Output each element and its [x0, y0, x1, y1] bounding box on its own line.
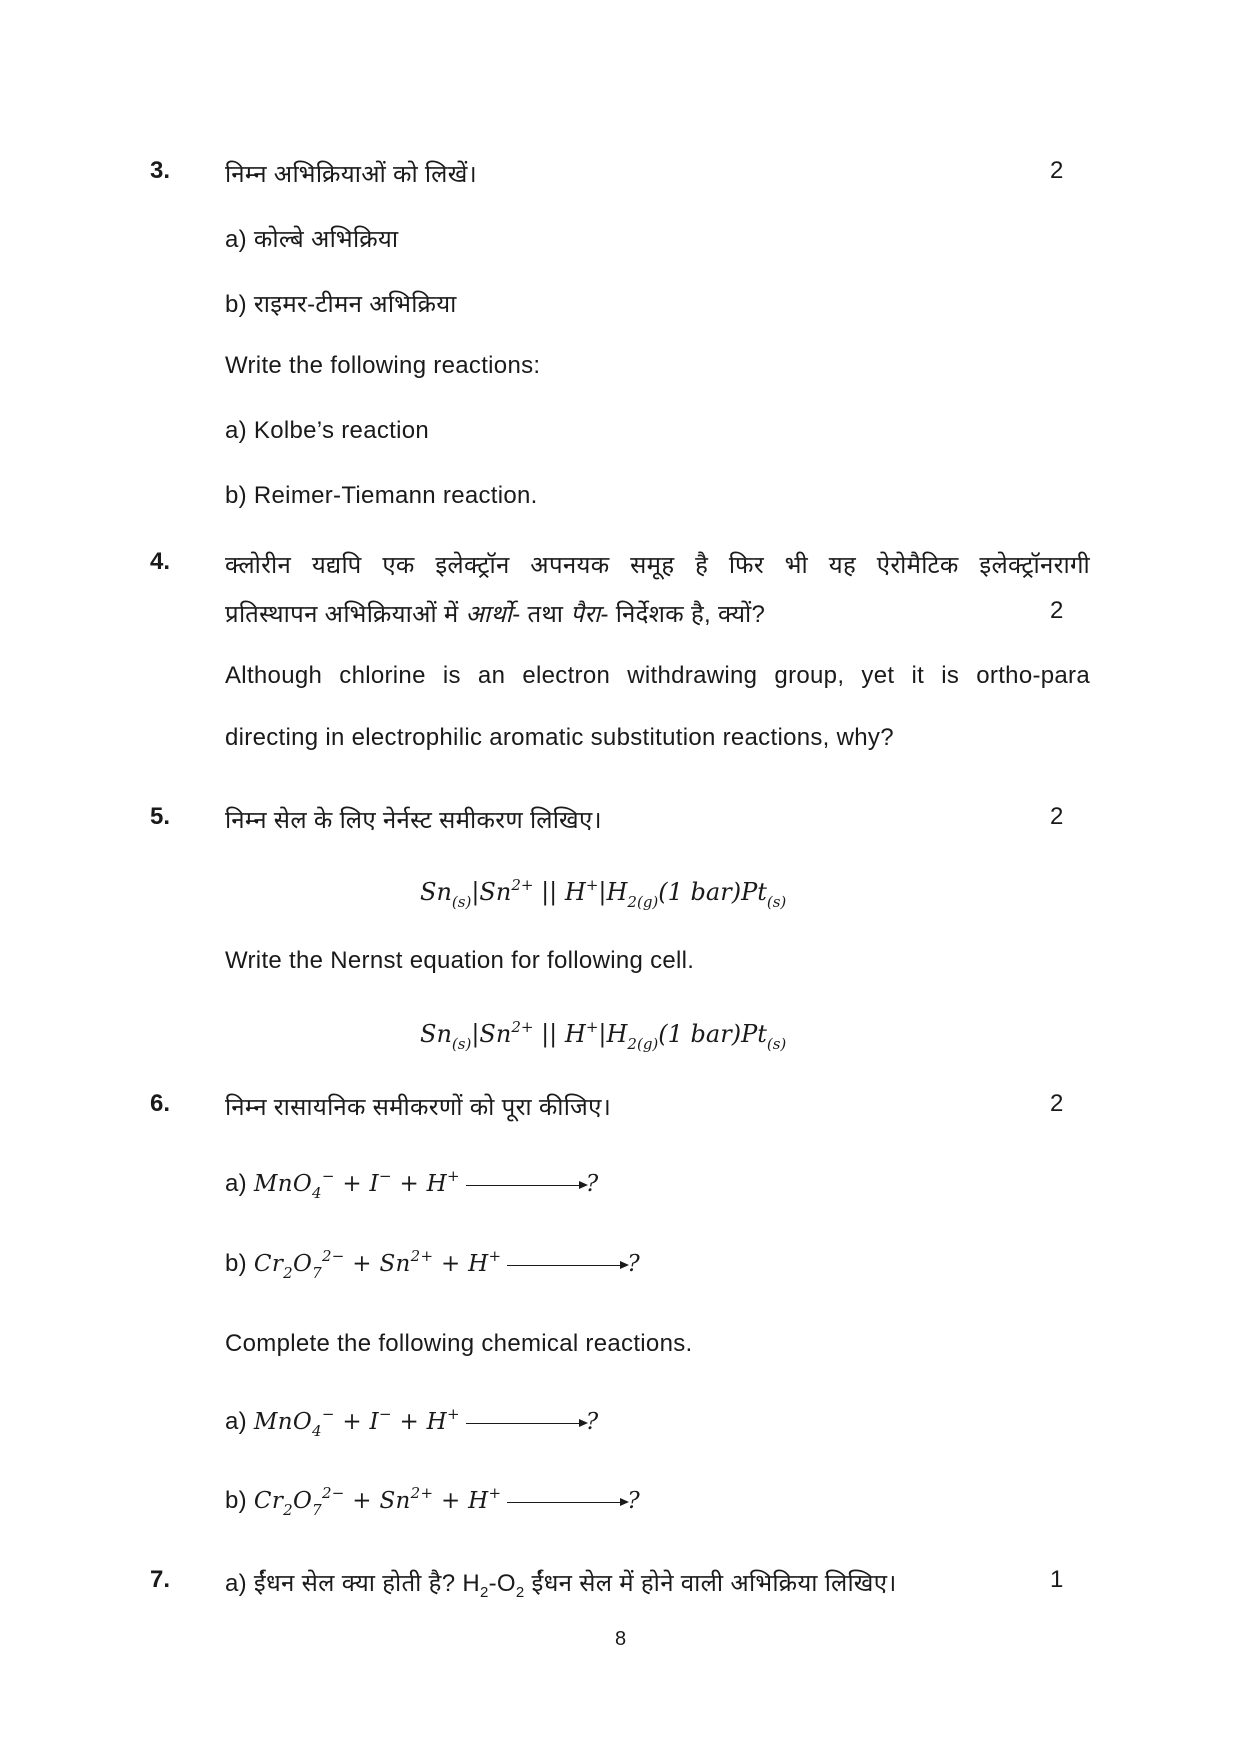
reaction-b-2 [225, 1484, 641, 1519]
product-unknown: ? [627, 1488, 641, 1514]
cell-sub-s2: (s) [766, 1035, 787, 1053]
reaction-arrow-icon [466, 1423, 586, 1424]
cell-sn: Sn [420, 878, 452, 906]
sup-2minus: 2− [321, 1247, 345, 1265]
page-number: 8 [614, 1628, 627, 1650]
cell-sub-s: (s) [451, 893, 472, 911]
sup-plus: + [488, 1484, 502, 1502]
sub-7: 7 [312, 1264, 322, 1282]
cell-pressure: (1 bar) [658, 1020, 742, 1048]
cr-symbol: Cr [253, 1488, 284, 1514]
question-7-text-pre: a) ईंधन सेल क्या होती है? H [225, 1570, 480, 1597]
tin-ion-term: + Sn [344, 1251, 411, 1277]
sub-4: 4 [312, 1422, 322, 1440]
question-3-hindi-b: b) राइमर-टीमन अभिक्रिया [225, 291, 457, 318]
cell-pressure: (1 bar) [658, 878, 742, 906]
question-3-marks: 2 [1050, 157, 1064, 184]
question-4-hindi-line1: क्लोरीन यद्यपि एक इलेक्ट्रॉन अपनयक समूह है फिर भी यह ऐरोमैटिक इलेक्ट्रॉनरागी [225, 552, 1090, 579]
question-7-oxygen: -O [488, 1570, 516, 1597]
question-6-hindi-prompt: निम्न रासायनिक समीकरणों को पूरा कीजिए। [225, 1094, 612, 1121]
question-4-english-line1: Although chlorine is an electron withdrawing group, yet it is ortho-para [225, 662, 1090, 689]
question-5-hindi-prompt: निम्न सेल के लिए नेर्नस्ट समीकरण लिखिए। [225, 807, 602, 834]
cell-sup-2plus: 2+ [511, 876, 534, 894]
question-4-english-line2: directing in electrophilic aromatic substitution reactions, why? [225, 724, 894, 751]
reaction-arrow-icon [507, 1265, 627, 1266]
cell-sub-s: (s) [451, 1035, 472, 1053]
sup-2plus: 2+ [410, 1484, 434, 1502]
o-symbol: O [292, 1488, 313, 1514]
sup-minus: − [321, 1167, 335, 1185]
question-3-english-prompt: Write the following reactions: [225, 352, 541, 379]
cell-notation-1 [420, 876, 787, 911]
hydrogen-ion-term: + H [391, 1171, 447, 1197]
question-5-english-prompt: Write the Nernst equation for following cell. [225, 947, 695, 974]
cell-sep: | [471, 878, 480, 906]
tin-ion-term: + Sn [344, 1488, 411, 1514]
cell-double-bar: || [533, 878, 565, 906]
reaction-a-label: a) [225, 1408, 247, 1435]
reaction-b-equation [253, 1247, 641, 1282]
para-term: पैरा [570, 601, 601, 628]
sub-2: 2 [283, 1501, 293, 1519]
cell-notation-2 [420, 1018, 787, 1053]
sup-minus: − [378, 1405, 392, 1423]
ortho-term: आर्थो [465, 601, 513, 628]
iodide-term: + I [334, 1171, 379, 1197]
o-symbol: O [292, 1251, 313, 1277]
cell-sup-plus: + [585, 876, 599, 894]
cell-sn2: Sn [479, 1020, 512, 1048]
sup-plus: + [446, 1167, 460, 1185]
cell-sn: Sn [420, 1020, 452, 1048]
question-4-hindi-line2-mid: - तथा [512, 601, 571, 628]
cell-sup-2plus: 2+ [511, 1018, 534, 1036]
question-7-marks: 1 [1050, 1566, 1064, 1593]
sub-7: 7 [312, 1501, 322, 1519]
question-7-text [225, 1566, 897, 1601]
reaction-a-2 [225, 1405, 599, 1440]
sup-minus: − [321, 1405, 335, 1423]
reaction-a-equation [253, 1167, 599, 1202]
cr-symbol: Cr [253, 1251, 284, 1277]
reaction-a-label: a) [225, 1170, 247, 1197]
sup-2minus: 2− [321, 1484, 345, 1502]
question-3-english-b: b) Reimer-Tiemann reaction. [225, 482, 538, 509]
cell-sup-plus: + [585, 1018, 599, 1036]
cell-sn2: Sn [479, 878, 512, 906]
cell-pt: Pt [741, 878, 767, 906]
question-3-number: 3. [150, 157, 171, 184]
cell-sub-2g: 2(g) [627, 893, 659, 911]
sup-2plus: 2+ [410, 1247, 434, 1265]
question-4-marks: 2 [1050, 597, 1064, 624]
cell-sub-s2: (s) [766, 893, 787, 911]
reaction-arrow-icon [466, 1185, 586, 1186]
question-3-hindi-a: a) कोल्बे अभिक्रिया [225, 226, 399, 253]
cell-sep2: | [598, 878, 607, 906]
sup-plus: + [446, 1405, 460, 1423]
question-5-marks: 2 [1050, 803, 1064, 830]
question-4-hindi-line2 [225, 597, 765, 630]
question-4-number: 4. [150, 548, 171, 575]
cell-h: H [564, 878, 586, 906]
reaction-b-label: b) [225, 1487, 247, 1514]
reaction-b-equation [253, 1484, 641, 1519]
cell-h2: H [606, 1020, 628, 1048]
sub-4: 4 [312, 1184, 322, 1202]
mno4-formula: MnO [253, 1171, 313, 1197]
hydrogen-ion-term: + H [391, 1409, 447, 1435]
reaction-b-label: b) [225, 1250, 247, 1277]
question-7-number: 7. [150, 1566, 171, 1593]
mno4-formula: MnO [253, 1409, 313, 1435]
reaction-a-equation [253, 1405, 599, 1440]
cell-sub-2g: 2(g) [627, 1035, 659, 1053]
cell-double-bar: || [533, 1020, 565, 1048]
reaction-arrow-icon [507, 1502, 627, 1503]
product-unknown: ? [585, 1409, 599, 1435]
question-3-hindi-prompt: निम्न अभिक्रियाओं को लिखें। [225, 161, 478, 188]
cell-pt: Pt [741, 1020, 767, 1048]
sub-2: 2 [479, 1583, 489, 1601]
question-6-marks: 2 [1050, 1090, 1064, 1117]
question-6-number: 6. [150, 1090, 171, 1117]
question-4-hindi-line2-post: - निर्देशक है, क्यों? [600, 601, 766, 628]
question-7-text-post: ईंधन सेल में होने वाली अभिक्रिया लिखिए। [524, 1570, 897, 1597]
question-4-hindi-line2-pre: प्रतिस्थापन अभिक्रियाओं में [225, 601, 466, 628]
cell-h: H [564, 1020, 586, 1048]
sub-2: 2 [283, 1264, 293, 1282]
hydrogen-ion-term: + H [433, 1488, 489, 1514]
cell-sep2: | [598, 1020, 607, 1048]
sup-minus: − [378, 1167, 392, 1185]
question-3-english-a: a) Kolbe’s reaction [225, 417, 430, 444]
cell-sep: | [471, 1020, 480, 1048]
sup-plus: + [488, 1247, 502, 1265]
sub-2: 2 [515, 1583, 525, 1601]
product-unknown: ? [585, 1171, 599, 1197]
question-6-english-prompt: Complete the following chemical reactions. [225, 1330, 693, 1357]
reaction-b-1 [225, 1247, 641, 1282]
question-5-number: 5. [150, 803, 171, 830]
reaction-a-1 [225, 1167, 599, 1202]
product-unknown: ? [627, 1251, 641, 1277]
cell-h2: H [606, 878, 628, 906]
hydrogen-ion-term: + H [433, 1251, 489, 1277]
iodide-term: + I [334, 1409, 379, 1435]
